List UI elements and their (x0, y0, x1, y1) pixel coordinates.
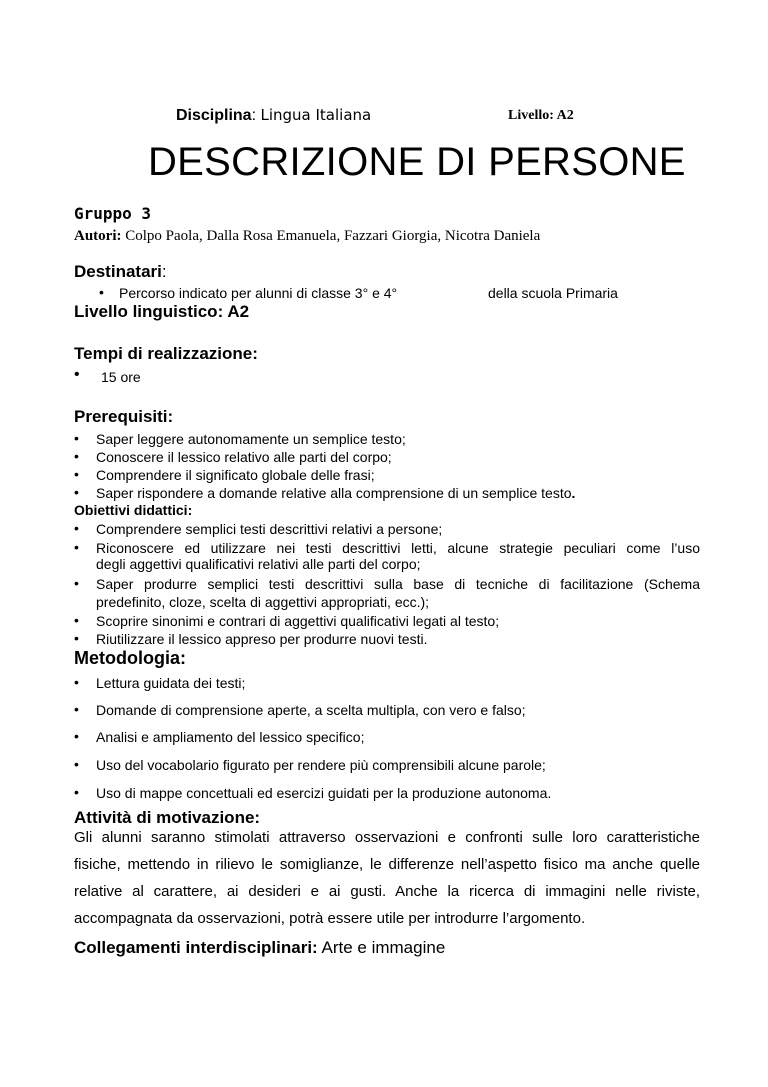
destinatari-item-continuation: della scuola Primaria (488, 285, 618, 301)
disciplina-value: Lingua Italiana (260, 106, 372, 124)
disciplina-separator: : (251, 107, 261, 124)
metodologia-item: Uso di mappe concettuali ed esercizi guidati per la produzione autonoma. (96, 785, 552, 801)
prerequisiti-item-text: Saper rispondere a domande relative alla comprensione di un semplice testo (96, 485, 572, 501)
obiettivi-item: Saper produrre semplici testi descrittivi sulla base di tecniche di facilitazione (Schema (96, 576, 700, 592)
page-title: DESCRIZIONE DI PERSONE (148, 140, 686, 184)
bullet-icon: • (74, 756, 79, 772)
prerequisiti-item: Saper leggere autonomamente un semplice testo; (96, 431, 406, 447)
bullet-icon: • (74, 520, 79, 536)
collegamenti-value: Arte e immagine (317, 938, 446, 957)
obiettivi-item-continuation: predefinito, cloze, scelta di aggettivi appropriati, ecc.); (96, 594, 430, 610)
metodologia-item: Lettura guidata dei testi; (96, 675, 246, 691)
bullet-icon: • (74, 728, 79, 744)
prerequisiti-item-last (96, 485, 575, 501)
bullet-icon: • (74, 466, 79, 482)
disciplina-line (176, 106, 371, 125)
destinatari-heading (74, 262, 167, 282)
destinatari-heading-text: Destinatari (74, 262, 162, 281)
obiettivi-item: Scoprire sinonimi e contrari di aggettivi qualificativi legati al testo; (96, 613, 500, 629)
attivita-line: Gli alunni saranno stimolati attraverso osservazioni e confronti sulle loro caratteristiche (74, 829, 700, 846)
bullet-icon: • (99, 284, 104, 300)
livello-linguistico: Livello linguistico: A2 (74, 302, 250, 321)
tempi-heading: Tempi di realizzazione: (74, 344, 258, 363)
bullet-icon: • (74, 612, 79, 628)
obiettivi-item-continuation: degli aggettivi qualificativi relativi alle parti del corpo; (96, 556, 421, 572)
metodologia-item: Analisi e ampliamento del lessico specifico; (96, 729, 365, 745)
destinatari-item: Percorso indicato per alunni di classe 3° e 4° (119, 285, 398, 301)
prerequisiti-item: Comprendere il significato globale delle frasi; (96, 467, 375, 483)
bullet-icon: • (74, 366, 80, 383)
attivita-line: relative al carattere, ai desideri e ai gusti. Anche la ricerca di immagini nelle riviste, (74, 883, 700, 900)
bullet-icon: • (74, 539, 79, 555)
autori-names: Colpo Paola, Dalla Rosa Emanuela, Fazzari Giorgia, Nicotra Daniela (121, 228, 541, 244)
tempi-item: 15 ore (101, 369, 141, 385)
livello-label: Livello: A2 (508, 108, 574, 123)
bullet-icon: • (74, 430, 79, 446)
obiettivi-item: Comprendere semplici testi descrittivi relativi a persone; (96, 521, 443, 537)
bullet-icon: • (74, 701, 79, 717)
destinatari-colon: : (161, 262, 167, 281)
obiettivi-item: Riconoscere ed utilizzare nei testi descrittivi letti, alcune strategie peculiari come l’uso (96, 540, 700, 556)
bullet-icon: • (74, 448, 79, 464)
bullet-icon: • (74, 484, 79, 500)
prerequisiti-item-period: . (571, 485, 576, 501)
attivita-line: accompagnata da osservazioni, potrà essere utile per introdurre l’argomento. (74, 910, 586, 927)
autori-line (74, 228, 540, 245)
obiettivi-heading: Obiettivi didattici: (74, 502, 193, 518)
bullet-icon: • (74, 674, 79, 690)
obiettivi-item: Riutilizzare il lessico appreso per produrre nuovi testi. (96, 631, 428, 647)
collegamenti-line (74, 938, 445, 958)
gruppo-label: Gruppo 3 (74, 204, 152, 223)
autori-label: Autori: (74, 228, 122, 244)
metodologia-heading: Metodologia: (74, 648, 186, 668)
collegamenti-heading: Collegamenti interdisciplinari: (74, 938, 318, 957)
attivita-line: fisiche, mettendo in rilievo le somiglianze, le differenze nell’aspetto fisico ma anche quelle (74, 856, 700, 873)
bullet-icon: • (74, 630, 79, 646)
attivita-heading: Attività di motivazione: (74, 808, 261, 827)
bullet-icon: • (74, 784, 79, 800)
metodologia-item: Domande di comprensione aperte, a scelta multipla, con vero e falso; (96, 702, 526, 718)
prerequisiti-item: Conoscere il lessico relativo alle parti del corpo; (96, 449, 392, 465)
prerequisiti-heading: Prerequisiti: (74, 407, 174, 426)
attivita-paragraph (74, 829, 700, 937)
bullet-icon: • (74, 575, 79, 591)
disciplina-label: Disciplina (176, 107, 252, 124)
metodologia-item: Uso del vocabolario figurato per rendere più comprensibili alcune parole; (96, 757, 546, 773)
